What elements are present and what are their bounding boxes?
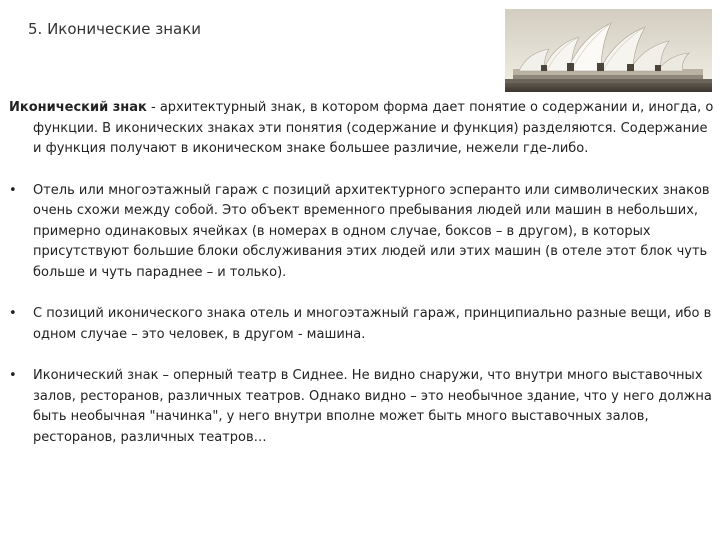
slide-body	[9, 98, 715, 448]
bullet-marker: •	[9, 182, 17, 198]
sydney-opera-house-photo	[505, 9, 712, 92]
list-item-text: Отель или многоэтажный гараж с позиций архитектурного эсперанто или символических знаков очень схожи между собой. Это объект временного пребывания людей или машин в небольших, примерно одинаковых ячейках (в номерах в одном случае, боксов – в другом), в которых присутствуют большие блоки обслуживания этих людей или этих машин (в отеле этот блок чуть больше и чуть параднее – и только).	[33, 182, 710, 280]
list-item-text: Иконический знак – оперный театр в Сиднее. Не видно снаружи, что внутри много выставочных залов, ресторанов, различных театров. Однако видно – это необычное здание, что у него должна быть необычная "начинка", у него внутри вполне может быть много выставочных залов, ресторанов, различных театров…	[33, 368, 712, 445]
list-item	[9, 304, 715, 345]
intro-text: - архитектурный знак, в котором форма дает понятие о содержании и, иногда, о функции. В иконических знаках эти понятия (содержание и функция) разделяются. Содержание и функция получают в иконическом знаке большее различие, нежели где-либо.	[33, 100, 714, 156]
intro-paragraph	[9, 98, 715, 160]
bullet-marker: •	[9, 368, 17, 383]
list-item-text: С позиций иконического знака отель и многоэтажный гараж, принципиально разные вещи, ибо в одном случае – это человек, в другом - машина.	[33, 306, 712, 342]
slide-title: 5. Иконические знаки	[28, 20, 202, 38]
bullet-list	[9, 181, 715, 449]
list-item	[9, 366, 715, 448]
list-item	[9, 181, 715, 284]
intro-term: Иконический знак	[9, 100, 147, 115]
bullet-marker: •	[9, 306, 17, 321]
